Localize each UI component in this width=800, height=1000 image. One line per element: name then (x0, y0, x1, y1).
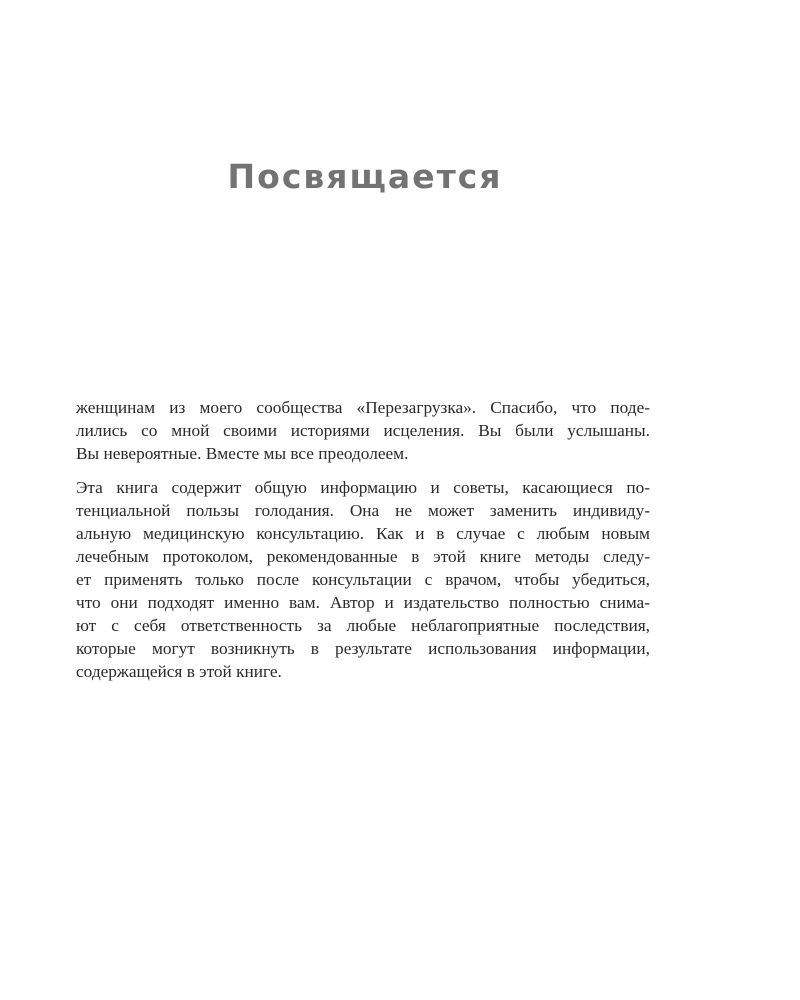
dedication-heading: Посвящается (227, 157, 503, 196)
disclaimer-line: Эта книга содержит общую информацию и советы, касающиеся по- (76, 478, 650, 497)
disclaimer-line: ют с себя ответственность за любые неблагоприятные последствия, (76, 616, 650, 635)
dedication-line: лились со мной своими историями исцеления. Вы были услышаны. (76, 421, 650, 440)
disclaimer-line: что они подходят именно вам. Автор и издательство полностью снима- (76, 593, 650, 612)
dedication-line: женщинам из моего сообщества «Перезагрузка». Спасибо, что поде- (76, 398, 650, 417)
disclaimer-line: альную медицинскую консультацию. Как и в случае с любым новым (76, 524, 650, 543)
dedication-paragraph (76, 396, 650, 465)
disclaimer-line: ет применять только после консультации с врачом, чтобы убедиться, (76, 570, 650, 589)
disclaimer-line: содержащейся в этой книге. (76, 662, 282, 681)
disclaimer-paragraph (76, 476, 650, 683)
disclaimer-line: лечебным протоколом, рекомендованные в этой книге методы следу- (76, 547, 650, 566)
disclaimer-line: тенциальной пользы голодания. Она не может заменить индивиду- (76, 501, 650, 520)
dedication-line: Вы невероятные. Вместе мы все преодолеем. (76, 444, 409, 463)
disclaimer-line: которые могут возникнуть в результате использования информации, (76, 639, 650, 658)
